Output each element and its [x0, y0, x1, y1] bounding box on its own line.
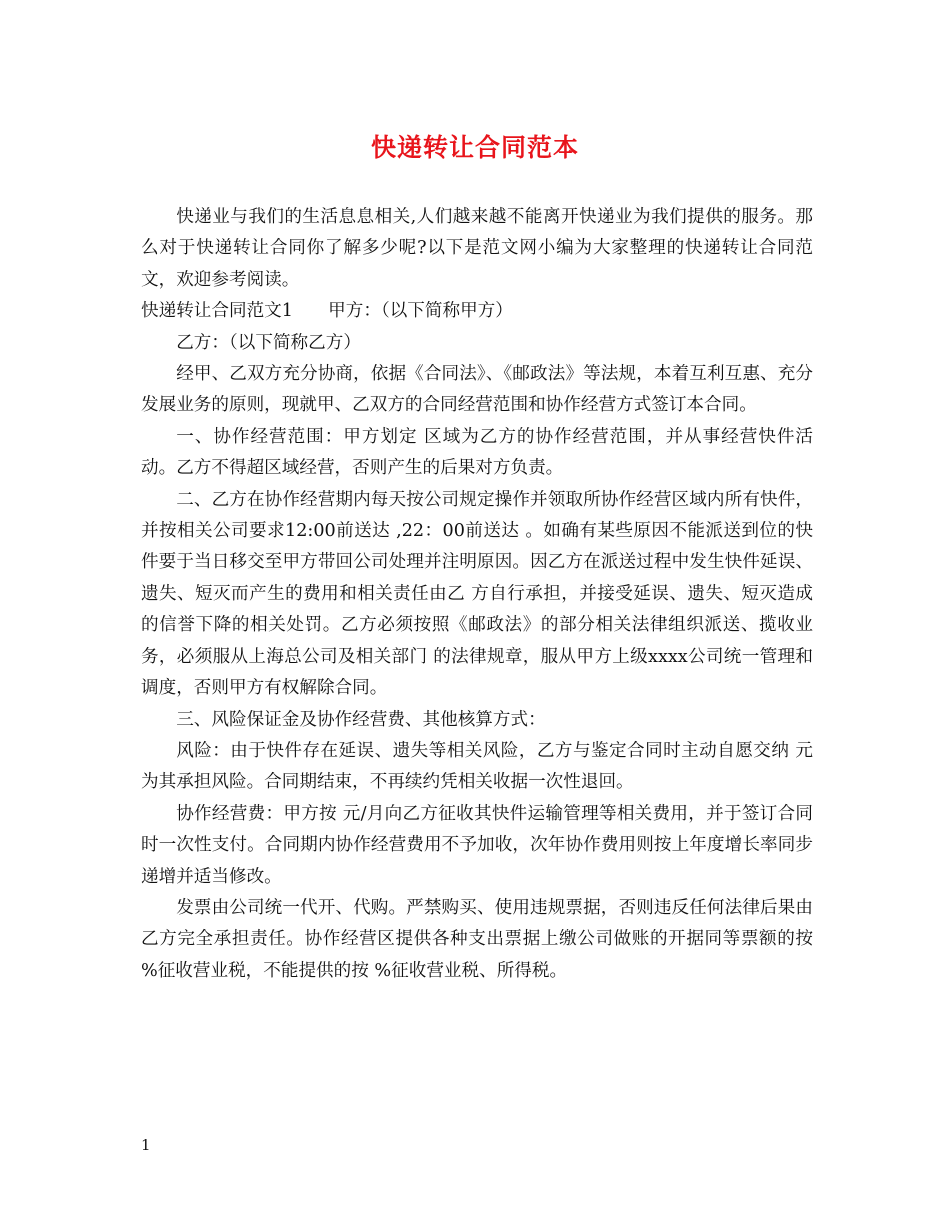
paragraph-risk: 风险：由于快件存在延误、遗失等相关风险，乙方与鉴定合同时主动自愿交纳 元为其承担风险。合同期结束，不再续约凭相关收据一次性退回。: [141, 740, 813, 793]
paragraph-intro: 快递业与我们的生活息息相关,人们越来越不能离开快递业为我们提供的服务。那么对于快递转让合同你了解多少呢?以下是范文网小编为大家整理的快递转让合同范文，欢迎参考阅读。: [141, 207, 813, 290]
paragraph-invoice: 发票由公司统一代开、代购。严禁购买、使用违规票据，否则违反任何法律后果由乙方完全承担责任。协作经营区提供各种支出票据上缴公司做账的开据同等票额的按 %征收营业税，不能提供的按 %征收营业税、所得税。: [141, 897, 813, 981]
paragraph-clause-1: 一、协作经营范围：甲方划定 区域为乙方的协作经营范围，并从事经营快件活动。乙方不得超区域经营，否则产生的后果对方负责。: [141, 426, 813, 479]
paragraph-clause-3: 三、风险保证金及协作经营费、其他核算方式：: [176, 709, 546, 730]
document-title: 快递转让合同范本: [370, 133, 579, 162]
paragraph-clause-2: 二、乙方在协作经营期内每天按公司规定操作并领取所协作经营区域内所有快件，并按相关公司要求12:00前送达 ,22：00前送达 。如确有某些原因不能派送到位的快件要于当日移交至甲方带回公司处理并注明原因。因乙方在派送过程中发生快件延误、遗失、短灭而产生的费用和相关责任由乙 方自行承担，并接受延误、遗失、短灭造成的信誉下降的相关处罚。乙方必须按照《邮政法》的部分相关法律组织派送、揽收业务，必须服从上海总公司及相关部门 的法律规章，服从甲方上级xxxx公司统一管理和调度，否则甲方有权解除合同。: [141, 489, 813, 699]
paragraph-preamble: 经甲、乙双方充分协商，依据《合同法》、《邮政法》等法规，本着互利互惠、充分发展业务的原则，现就甲、乙双方的合同经营范围和协作经营方式签订本合同。: [141, 364, 813, 416]
paragraph-party-a: 快递转让合同范文1 甲方：（以下简称甲方）: [141, 301, 513, 322]
paragraph-party-b: 乙方：（以下简称乙方）: [176, 332, 361, 353]
paragraph-fee: 协作经营费：甲方按 元/月向乙方征收其快件运输管理等相关费用，并于签订合同时一次性支付。合同期内协作经营费用不予加收，次年协作费用则按上年度增长率同步递增并适当修改。: [141, 803, 813, 887]
document-body: [141, 202, 813, 987]
page-number: 1: [141, 1136, 151, 1154]
